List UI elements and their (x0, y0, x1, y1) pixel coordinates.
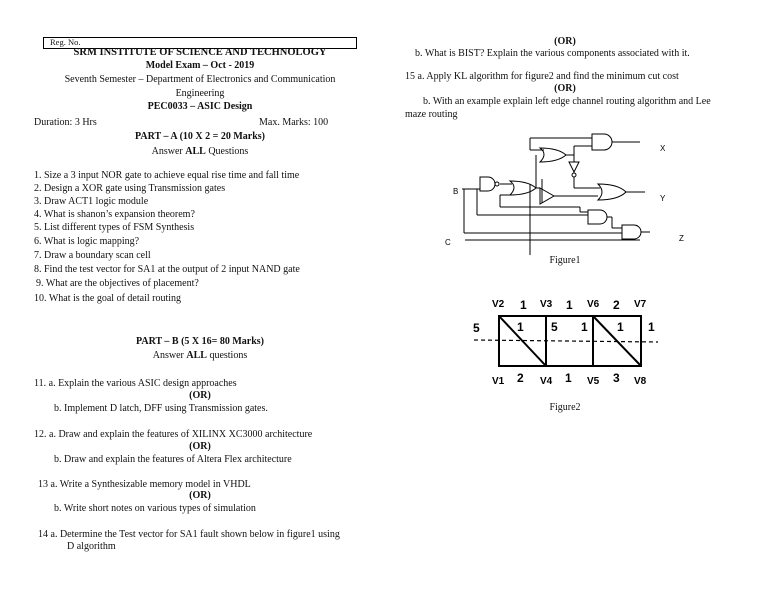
question-12b: b. Draw and explain the features of Altera Flex architecture (54, 454, 292, 465)
label-z: Z (679, 234, 684, 243)
cut-line (474, 340, 658, 342)
course-title: PEC0033 – ASIC Design (147, 101, 253, 112)
weight-v3-v6: 1 (566, 298, 573, 312)
question-13a: 13 a. Write a Synthesizable memory model in VHDL (38, 479, 251, 490)
question-13b: b. Write short notes on various types of simulation (54, 503, 256, 514)
or-14: (OR) (554, 36, 576, 47)
weight-v7-v8: 1 (648, 320, 655, 334)
vertex-v7: V7 (634, 299, 647, 310)
vertex-v1: V1 (492, 376, 505, 387)
or-13: (OR) (189, 490, 211, 501)
part-a-title: PART – A (10 X 2 = 20 Marks) (135, 131, 265, 142)
question-15b-line1: b. With an example explain left edge channel routing algorithm and Lee (423, 96, 711, 107)
figure2-graph (465, 295, 665, 395)
part-b-instructions: Answer ALL questions (152, 350, 248, 361)
vertex-v4: V4 (540, 376, 553, 387)
reg-no-label: Reg. No. (50, 37, 81, 47)
figure2-caption: Figure2 (549, 402, 581, 413)
question-11b: b. Implement D latch, DFF using Transmission gates. (54, 403, 268, 414)
question-14a-line1: 14 a. Determine the Test vector for SA1 fault shown below in figure1 using (38, 529, 340, 540)
vertex-v3: V3 (540, 299, 553, 310)
question-a2: 2. Design a XOR gate using Transmission gates (34, 183, 226, 194)
gate-and-z (622, 225, 641, 239)
question-a7: 7. Draw a boundary scan cell (34, 250, 151, 261)
figure1-circuit (440, 126, 700, 256)
weight-v2-v3: 1 (520, 298, 527, 312)
exam-title: Model Exam – Oct - 2019 (145, 60, 255, 71)
weight-v6-v7: 2 (613, 298, 620, 312)
weight-diag-3: 1 (617, 320, 624, 334)
question-a6: 6. What is logic mapping? (34, 236, 140, 247)
question-14b: b. What is BIST? Explain the various components associated with it. (415, 48, 690, 59)
part-b-title: PART – B (5 X 16= 80 Marks) (135, 336, 265, 347)
weight-v4-v5: 1 (565, 371, 572, 385)
question-a5: 5. List different types of FSM Synthesis (34, 222, 195, 233)
question-a9: 9. What are the objectives of placement? (36, 278, 199, 289)
label-b: B (453, 187, 459, 196)
institute-title: SRM INSTITUTE OF SCIENCE AND TECHNOLOGY (73, 47, 327, 58)
gate-and-low (588, 210, 607, 224)
weight-diag-2: 1 (581, 320, 588, 334)
duration: Duration: 3 Hrs (34, 117, 97, 128)
weight-v1-v4: 2 (517, 371, 524, 385)
semester-line-1: Seventh Semester – Department of Electronics and Communication (64, 74, 336, 85)
part-a-instructions: Answer ALL Questions (151, 146, 249, 157)
question-11a: 11. a. Explain the various ASIC design approaches (34, 378, 237, 389)
question-a1: 1. Size a 3 input NOR gate to achieve equal rise time and fall time (34, 170, 300, 181)
weight-diag-1: 1 (517, 320, 524, 334)
figure1-caption: Figure1 (549, 255, 581, 266)
inverter-triangle (569, 162, 579, 172)
vertex-v5: V5 (587, 376, 600, 387)
question-15a: 15 a. Apply KL algorithm for figure2 and find the minimum cut cost (405, 71, 679, 82)
or-12: (OR) (189, 441, 211, 452)
or-11: (OR) (189, 390, 211, 401)
label-y: Y (660, 194, 666, 203)
vertex-v2: V2 (492, 299, 505, 310)
gate-and-x (592, 134, 612, 150)
question-a8: 8. Find the test vector for SA1 at the output of 2 input NAND gate (34, 264, 300, 275)
question-14a-line2: D algorithm (67, 541, 116, 552)
weight-left: 5 (473, 321, 480, 335)
question-12a: 12. a. Draw and explain the features of XILINX XC3000 architecture (34, 429, 313, 440)
gate-nand-b (480, 177, 495, 191)
weight-v3-v4: 5 (551, 320, 558, 334)
question-a4: 4. What is shanon’s expansion theorem? (34, 209, 195, 220)
max-marks: Max. Marks: 100 (259, 117, 329, 128)
label-c: C (445, 238, 451, 247)
gate-or-mid (510, 181, 536, 195)
label-x: X (660, 144, 666, 153)
vertex-v8: V8 (634, 376, 647, 387)
gate-or-y (598, 184, 626, 200)
question-15b-line2: maze routing (405, 109, 458, 120)
question-a3: 3. Draw ACT1 logic module (34, 196, 149, 207)
vertex-v6: V6 (587, 299, 600, 310)
or-15: (OR) (554, 83, 576, 94)
weight-v5-v8: 3 (613, 371, 620, 385)
question-a10: 10. What is the goal of detail routing (34, 293, 182, 304)
semester-line-2: Engineering (175, 88, 225, 99)
